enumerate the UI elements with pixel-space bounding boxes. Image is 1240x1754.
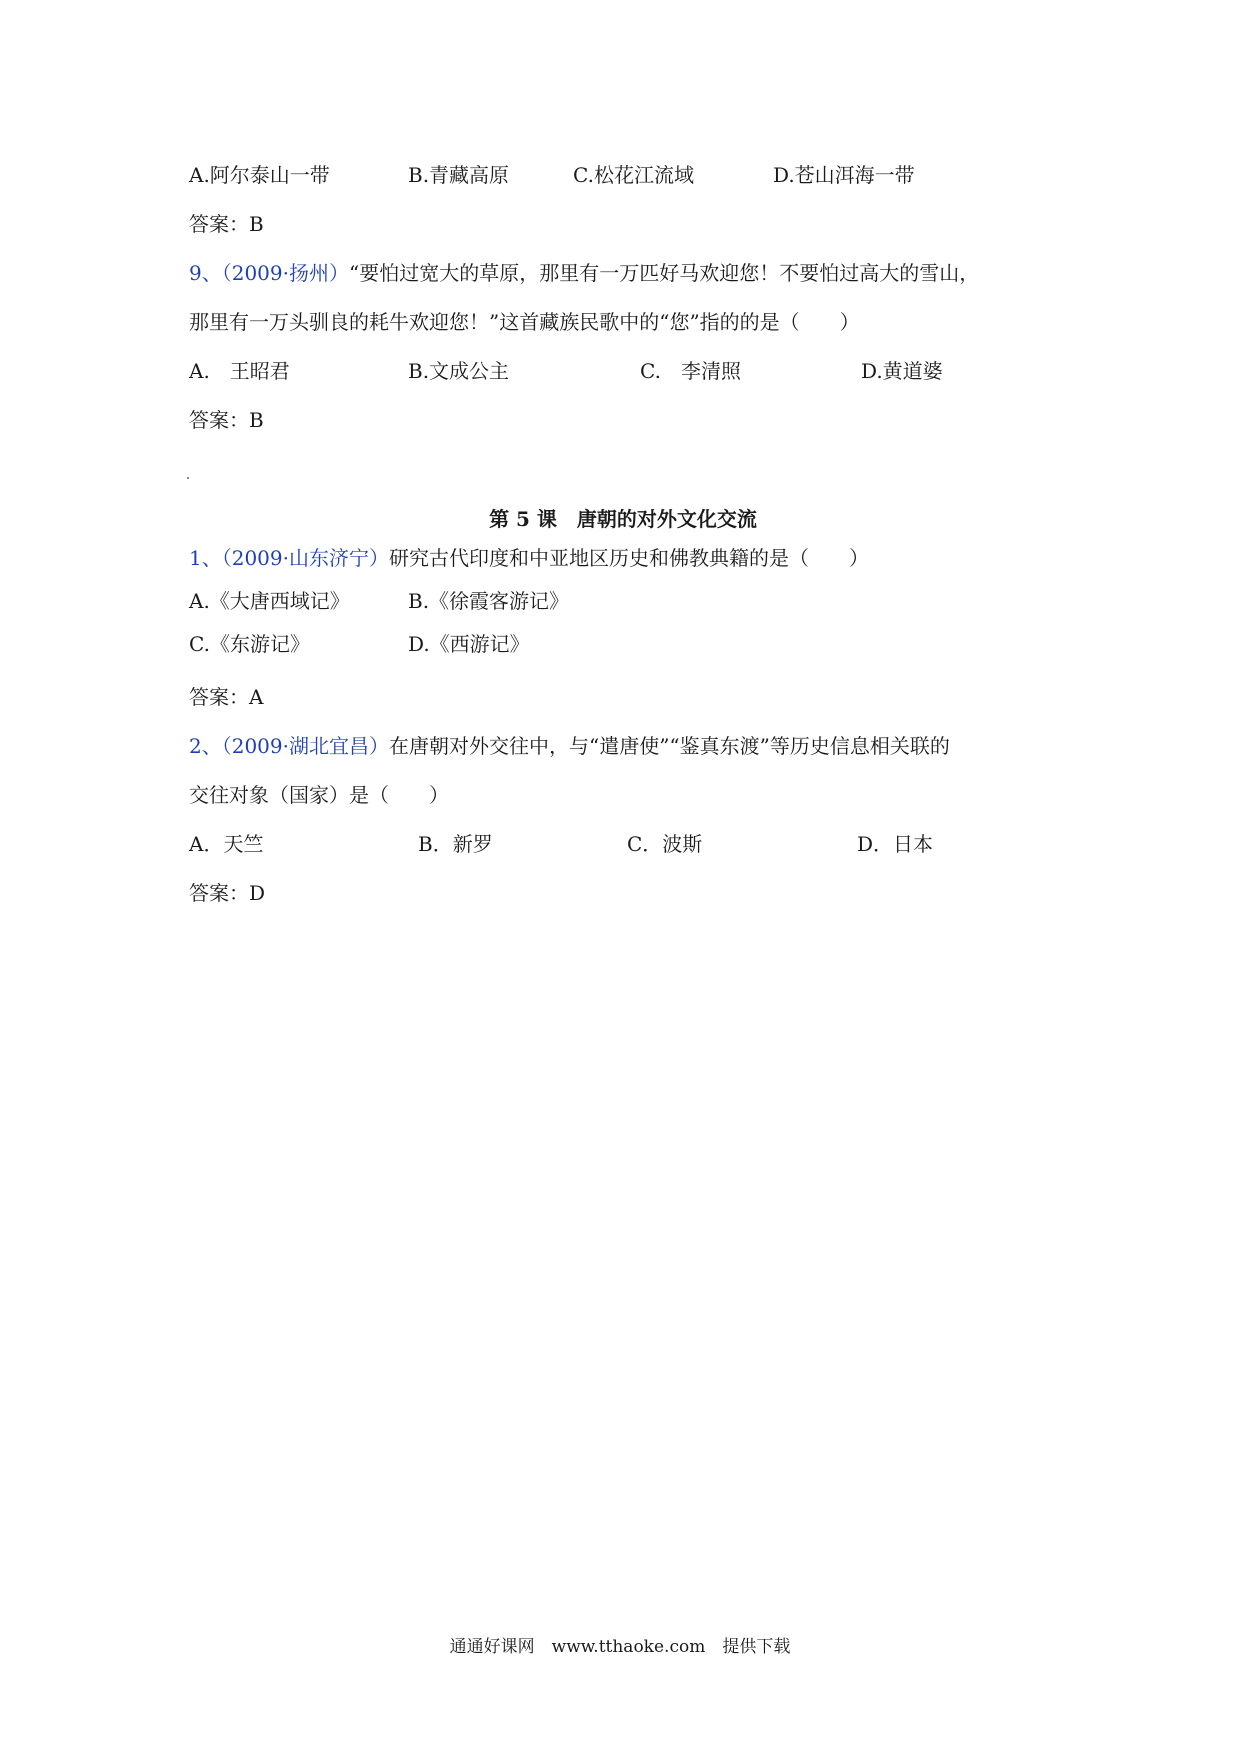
q8-answer: 答案：B: [189, 212, 264, 236]
q9-source: 9、（2009·扬州）: [189, 261, 349, 285]
q9-option-b: B.文成公主: [408, 359, 510, 383]
s1-answer: 答案：A: [189, 685, 264, 709]
s2-text-line2: 交往对象（国家）是（ ）: [189, 783, 449, 807]
section-title: 第 5 课 唐朝的对外文化交流: [489, 507, 757, 531]
q9-answer: 答案：B: [189, 408, 264, 432]
s1-question: [189, 545, 869, 571]
s1-source: 1、（2009·山东济宁）: [189, 546, 389, 570]
s1-option-a: A.《大唐西域记》: [189, 589, 350, 613]
s2-option-a: A．天竺: [189, 832, 264, 856]
q8-option-c: C.松花江流域: [573, 163, 694, 187]
stray-mark: [187, 477, 189, 479]
q9-option-a: A. 王昭君: [189, 359, 290, 383]
s2-question-line1: [189, 733, 950, 759]
q8-option-d: D.苍山洱海一带: [773, 163, 915, 187]
q9-option-d: D.黄道婆: [861, 359, 943, 383]
s1-option-c: C.《东游记》: [189, 632, 310, 656]
q9-question-line1: [189, 260, 979, 286]
q8-option-b: B.青藏高原: [408, 163, 510, 187]
q8-option-a: A.阿尔泰山一带: [189, 163, 330, 187]
q9-text-line2: 那里有一万头驯良的耗牛欢迎您！”这首藏族民歌中的“您”指的的是（ ）: [189, 310, 860, 334]
page-footer: 通通好课网 www.tthaoke.com 提供下载: [449, 1637, 791, 1657]
s2-option-c: C．波斯: [627, 832, 703, 856]
s2-answer: 答案：D: [189, 881, 266, 905]
s2-option-d: D．日本: [857, 832, 934, 856]
q9-text-line1: “要怕过宽大的草原，那里有一万匹好马欢迎您！不要怕过高大的雪山，: [348, 261, 980, 285]
s1-text: 研究古代印度和中亚地区历史和佛教典籍的是（ ）: [388, 546, 869, 570]
s1-option-d: D.《西游记》: [408, 632, 530, 656]
s2-option-b: B．新罗: [418, 832, 493, 856]
q9-option-c: C. 李清照: [640, 359, 741, 383]
s2-source: 2、（2009·湖北宜昌）: [189, 734, 389, 758]
s2-text-line1: 在唐朝对外交往中，与“遣唐使”“鉴真东渡”等历史信息相关联的: [388, 734, 950, 758]
s1-option-b: B.《徐霞客游记》: [408, 589, 570, 613]
